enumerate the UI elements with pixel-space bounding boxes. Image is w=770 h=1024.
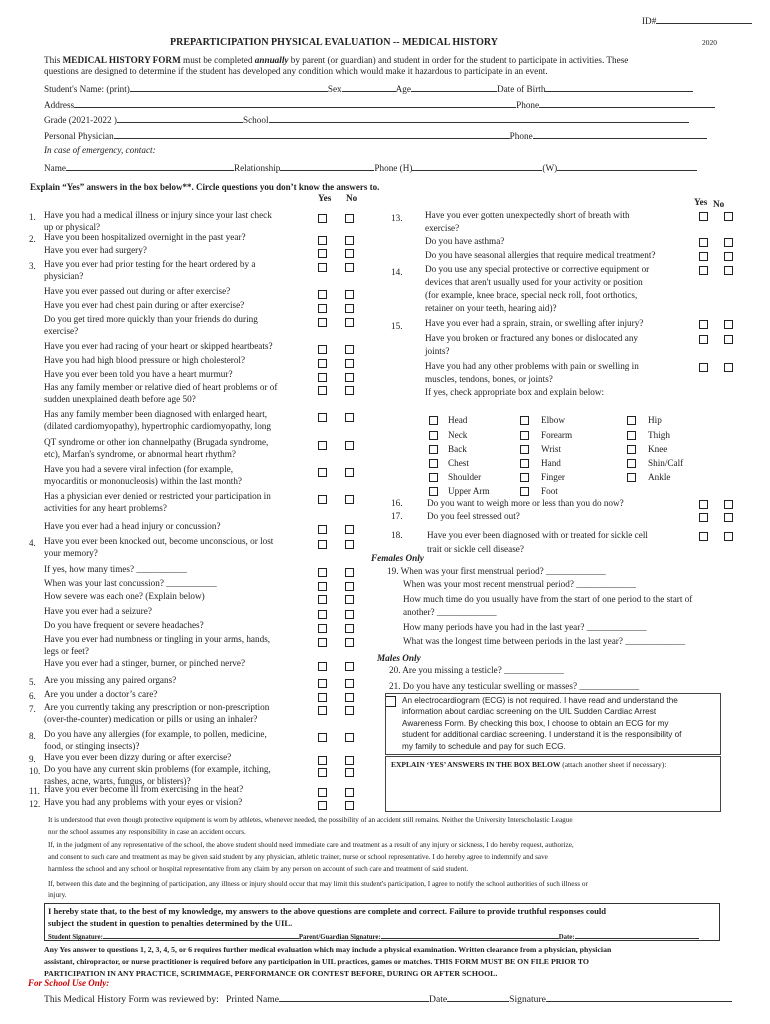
- question-text-line: devices that aren't usually used for your activity or position: [425, 277, 643, 287]
- question-text-line: exercise?: [44, 325, 79, 336]
- question-text-line: Do you have seasonal allergies that require medical treatment?: [425, 250, 656, 260]
- question-text-line: Have you ever had a sprain, strain, or swelling after injury?: [425, 318, 644, 328]
- no-checkbox[interactable]: [345, 495, 354, 504]
- yes-checkbox[interactable]: [699, 532, 708, 541]
- question-text-line: Has any family member or relative died of heart problems or of: [44, 382, 278, 392]
- no-checkbox[interactable]: [724, 532, 733, 541]
- question-text-line: Have you ever become ill from exercising in the heat?: [44, 784, 244, 794]
- question-text-line: food, or stinging insects)?: [44, 740, 140, 751]
- question-text-line: Have you ever had chest pain during or after exercise?: [44, 300, 245, 310]
- body-part-checkbox[interactable]: [520, 431, 529, 440]
- age-field[interactable]: [411, 82, 497, 92]
- question-text-line: Do you have any allergies (for example, to pollen, medicine,: [44, 729, 267, 739]
- body-part-label: Neck: [448, 430, 468, 440]
- body-part-checkbox[interactable]: [429, 416, 438, 425]
- no-checkbox[interactable]: [345, 801, 354, 810]
- legal-p2a: If, in the judgment of any representative of the school, the above student should need immediate care and treatment as a result of any injury or sickness, I do hereby request, authorize,: [48, 841, 574, 849]
- no-checkbox[interactable]: [345, 568, 354, 577]
- dob-field[interactable]: [545, 82, 693, 92]
- intro-line-2: questions are designed to determine if the student has developed any condition which would make it hazardous to participate in an event.: [44, 66, 548, 76]
- question-text-line: Have you ever had surgery?: [44, 245, 147, 255]
- question-text-line: Have you had any problems with your eyes or vision?: [44, 797, 243, 807]
- question-text-line: retainer on your teeth, hearing aid)?: [425, 303, 557, 313]
- yes-header-right: Yes: [694, 197, 708, 207]
- body-part-label: Wrist: [541, 444, 562, 454]
- females-l2: When was your most recent menstrual period? _____________: [403, 579, 636, 589]
- no-checkbox[interactable]: [345, 706, 354, 715]
- yes-checkbox[interactable]: [318, 756, 327, 765]
- legal-p2b: and consent to such care and treatment as may be given said student by any physician, athletic trainer, nurse or school representative. I do hereby agree to indemnify and save: [48, 853, 548, 861]
- no-checkbox[interactable]: [345, 236, 354, 245]
- no-checkbox[interactable]: [345, 733, 354, 742]
- no-checkbox[interactable]: [345, 788, 354, 797]
- yes-checkbox[interactable]: [318, 624, 327, 633]
- no-checkbox[interactable]: [345, 756, 354, 765]
- phone-field[interactable]: [539, 98, 715, 108]
- question-number: 16.: [391, 498, 403, 508]
- address-field[interactable]: [74, 98, 516, 108]
- question-number: 8.: [29, 731, 36, 741]
- question-number: 1.: [29, 212, 36, 222]
- yes-checkbox[interactable]: [318, 733, 327, 742]
- yes-checkbox[interactable]: [699, 266, 708, 275]
- form-year: 2020: [702, 38, 717, 47]
- body-part-checkbox[interactable]: [627, 445, 636, 454]
- question-number: 5.: [29, 677, 36, 687]
- ecg-text-line: An electrocardiogram (ECG) is not required. I have read and understand the: [402, 696, 678, 705]
- yes-checkbox[interactable]: [318, 263, 327, 272]
- statement-l2: subject the student in question to penalties determined by the UIL.: [48, 918, 293, 928]
- question-text-line: Have you ever had a stinger, burner, or pinched nerve?: [44, 658, 246, 668]
- question-text-line: myocarditis or mononucleosis) within the last month?: [44, 475, 243, 486]
- no-checkbox[interactable]: [345, 290, 354, 299]
- legal-p3a: If, between this date and the beginning of participation, any illness or injury should occur that may limit this student's participation, I agree to notify the school authorities of such illness or: [48, 880, 588, 888]
- question-text-line: trait or sickle cell disease?: [427, 544, 524, 554]
- question-text-line: Have you ever had a seizure?: [44, 606, 152, 616]
- body-part-checkbox[interactable]: [429, 487, 438, 496]
- question-text-line: legs or feet?: [44, 645, 89, 656]
- question-number: 10.: [29, 766, 41, 776]
- males-heading: Males Only: [377, 653, 421, 663]
- school-field[interactable]: [269, 113, 689, 123]
- yes-checkbox[interactable]: [318, 638, 327, 647]
- question-text-line: Are you missing any paired organs?: [44, 675, 177, 685]
- review-signature-field[interactable]: [546, 992, 732, 1002]
- yes-checkbox[interactable]: [318, 568, 327, 577]
- no-checkbox[interactable]: [345, 373, 354, 382]
- no-checkbox[interactable]: [345, 638, 354, 647]
- question-number: 11.: [29, 786, 40, 796]
- question-number: 17.: [391, 511, 403, 521]
- yes-checkbox[interactable]: [318, 413, 327, 422]
- body-part-checkbox[interactable]: [429, 473, 438, 482]
- no-checkbox[interactable]: [345, 468, 354, 477]
- form-title: PREPARTICIPATION PHYSICAL EVALUATION -- MEDICAL HISTORY: [170, 37, 498, 48]
- body-part-label: Knee: [648, 444, 668, 454]
- yes-checkbox[interactable]: [318, 679, 327, 688]
- yes-checkbox[interactable]: [318, 693, 327, 702]
- question-number: 3.: [29, 261, 36, 271]
- grade-field[interactable]: [117, 113, 243, 123]
- yes-checkbox[interactable]: [318, 595, 327, 604]
- yes-checkbox[interactable]: [318, 359, 327, 368]
- yes-checkbox[interactable]: [699, 335, 708, 344]
- yes-checkbox[interactable]: [318, 610, 327, 619]
- question-text-line: Have you ever been dizzy during or after exercise?: [44, 752, 232, 762]
- yes-checkbox[interactable]: [318, 706, 327, 715]
- explain-heading: Explain “Yes” answers in the box below**. Circle questions you don’t know the answers to.: [30, 182, 380, 192]
- yes-header-left: Yes: [318, 193, 332, 203]
- yes-checkbox[interactable]: [318, 582, 327, 591]
- no-checkbox[interactable]: [724, 335, 733, 344]
- body-part-label: Shin/Calf: [648, 458, 684, 468]
- yes-checkbox[interactable]: [318, 540, 327, 549]
- statement-l1: I hereby state that, to the best of my knowledge, my answers to the above questions are complete and correct. Failure to provide truthful responses could: [48, 906, 607, 916]
- no-checkbox[interactable]: [724, 252, 733, 261]
- legal-p3b: injury.: [48, 891, 67, 899]
- ecg-text-line: Awareness Form. By checking this box, I choose to obtain an ECG for my: [402, 718, 669, 728]
- reviewed-row: This Medical History Form was reviewed by: Printed Name Date Signature: [44, 992, 732, 1006]
- school-use-label: For School Use Only:: [28, 978, 110, 988]
- no-checkbox[interactable]: [345, 386, 354, 395]
- question-text-line: Has a physician ever denied or restricted your participation in: [44, 491, 271, 501]
- question-text-line: sudden unexplained death before age 50?: [44, 393, 196, 404]
- no-checkbox[interactable]: [345, 595, 354, 604]
- no-checkbox[interactable]: [724, 513, 733, 522]
- question-text-line: (over-the-counter) medication or pills or using an inhaler?: [44, 713, 258, 724]
- question-text-line: Do you get tired more quickly than your friends do during: [44, 314, 258, 324]
- females-l5: How many periods have you had in the last year? _____________: [403, 622, 647, 632]
- phone-h-field[interactable]: [412, 161, 542, 171]
- footer-l2: assistant, chiropractor, or nurse practitioner is required before any participation in UIL practices, games or matches. THIS FORM MUST BE ON FILE PRIOR TO: [44, 957, 589, 966]
- yes-checkbox[interactable]: [699, 212, 708, 221]
- question-text-line: Have you had any other problems with pain or swelling in: [425, 361, 639, 371]
- question-number: 15.: [391, 321, 403, 331]
- question-text-line: joints?: [425, 346, 450, 356]
- yes-checkbox[interactable]: [318, 304, 327, 313]
- body-part-checkbox[interactable]: [520, 459, 529, 468]
- body-part-checkbox[interactable]: [627, 431, 636, 440]
- body-part-label: Hip: [648, 415, 662, 425]
- question-number: 7.: [29, 704, 36, 714]
- question-text-line: etc), Marfan's syndrome, or abnormal heart rhythm?: [44, 448, 236, 459]
- question-number: 4.: [29, 538, 36, 548]
- question-number: 6.: [29, 691, 36, 701]
- question-text-line: activities for any heart problems?: [44, 502, 167, 513]
- question-text-line: Have you ever had prior testing for the heart ordered by a: [44, 259, 256, 269]
- body-part-label: Back: [448, 444, 467, 454]
- question-text-line: Do you have any current skin problems (for example, itching,: [44, 764, 271, 774]
- question-text-line: your memory?: [44, 547, 98, 558]
- no-checkbox[interactable]: [345, 768, 354, 777]
- yes-checkbox[interactable]: [318, 788, 327, 797]
- no-checkbox[interactable]: [724, 363, 733, 372]
- yes-checkbox[interactable]: [699, 238, 708, 247]
- question-number: 14.: [391, 267, 403, 277]
- printed-name-field[interactable]: [279, 992, 429, 1002]
- question-text-line: Have you had a severe viral infection (for example,: [44, 464, 234, 474]
- yes-checkbox[interactable]: [318, 236, 327, 245]
- no-header-right: No: [713, 199, 725, 209]
- body-part-checkbox[interactable]: [627, 473, 636, 482]
- body-part-label: Foot: [541, 486, 558, 496]
- body-part-checkbox[interactable]: [627, 459, 636, 468]
- sex-field[interactable]: [342, 82, 396, 92]
- question-text-line: Do you want to weigh more or less than you do now?: [427, 498, 624, 508]
- question-text-line: When was your last concussion? ___________: [44, 578, 217, 588]
- males-q20: 20. Are you missing a testicle? _____________: [389, 665, 564, 675]
- yes-checkbox[interactable]: [318, 662, 327, 671]
- emergency-row: Name Relationship Phone (H) (W): [44, 161, 697, 174]
- yes-checkbox[interactable]: [318, 768, 327, 777]
- yes-checkbox[interactable]: [318, 495, 327, 504]
- id-field[interactable]: [656, 14, 752, 24]
- ecg-text-line: information about cardiac screening on the UIL Sudden Cardiac Arrest: [402, 707, 657, 717]
- no-checkbox[interactable]: [345, 214, 354, 223]
- ecg-checkbox[interactable]: [385, 696, 396, 707]
- females-q19: 19. When was your first menstrual period? _____________: [387, 566, 606, 576]
- question-text-line: Are you under a doctor’s care?: [44, 689, 158, 699]
- body-part-checkbox[interactable]: [429, 459, 438, 468]
- body-part-checkbox[interactable]: [429, 431, 438, 440]
- no-checkbox[interactable]: [345, 413, 354, 422]
- no-checkbox[interactable]: [345, 318, 354, 327]
- no-checkbox[interactable]: [345, 582, 354, 591]
- body-part-label: Finger: [541, 472, 565, 482]
- explain-yes-label: EXPLAIN ‘YES’ ANSWERS IN THE BOX BELOW (attach another sheet if necessary):: [391, 760, 667, 769]
- question-text-line: Have you ever passed out during or after exercise?: [44, 286, 231, 296]
- body-part-checkbox[interactable]: [520, 416, 529, 425]
- body-part-label: Forearm: [541, 430, 573, 440]
- no-checkbox[interactable]: [345, 693, 354, 702]
- yes-checkbox[interactable]: [318, 345, 327, 354]
- body-part-checkbox[interactable]: [520, 445, 529, 454]
- legal-p2c: harmless the school and any school or hospital representative from any claim by any person on account of such care and treatment of said student.: [48, 865, 469, 873]
- question-text-line: Have you ever had a head injury or concussion?: [44, 521, 221, 531]
- yes-checkbox[interactable]: [318, 214, 327, 223]
- question-number: 2.: [29, 234, 36, 244]
- body-part-label: Upper Arm: [448, 486, 490, 496]
- question-text-line: Has any family member been diagnosed with enlarged heart,: [44, 409, 268, 419]
- yes-checkbox[interactable]: [699, 320, 708, 329]
- ecg-text-line: my family to schedule and pay for such ECG.: [402, 741, 566, 751]
- review-date-field[interactable]: [447, 992, 509, 1002]
- parent-signature-field[interactable]: [381, 931, 559, 939]
- legal-p1b: nor the school assumes any responsibility in case an accident occurs.: [48, 828, 246, 836]
- question-text-line: Do you have asthma?: [425, 236, 505, 246]
- body-part-label: Ankle: [648, 472, 671, 482]
- no-checkbox[interactable]: [345, 359, 354, 368]
- no-checkbox[interactable]: [724, 500, 733, 509]
- emergency-name-field[interactable]: [66, 161, 234, 171]
- student-info-row: Student's Name: (print) Sex Age Date of Birth: [44, 82, 693, 95]
- no-checkbox[interactable]: [345, 624, 354, 633]
- question-text-line: (dilated cardiomyopathy), hypertrophic cardiomyopathy, long: [44, 420, 271, 431]
- relationship-field[interactable]: [280, 161, 374, 171]
- yes-checkbox[interactable]: [318, 468, 327, 477]
- question-text-line: exercise?: [425, 223, 460, 233]
- no-checkbox[interactable]: [724, 266, 733, 275]
- females-l3: How much time do you usually have from the start of one period to the start of: [403, 594, 693, 604]
- intro-line-1: This MEDICAL HISTORY FORM must be completed annually by parent (or guardian) and student in order for the student to participate in activities. These: [44, 55, 629, 65]
- yes-checkbox[interactable]: [699, 500, 708, 509]
- phone-w-field[interactable]: [557, 161, 697, 171]
- footer-l1: Any Yes answer to questions 1, 2, 3, 4, 5, or 6 requires further medical evaluation which may include a physical examination. Written clearance from a physician, physician: [44, 945, 612, 954]
- females-heading: Females Only: [371, 553, 424, 563]
- question-text-line: How severe was each one? (Explain below): [44, 591, 205, 601]
- physician-row: Personal Physician Phone: [44, 129, 707, 142]
- body-part-checkbox[interactable]: [627, 416, 636, 425]
- yes-checkbox[interactable]: [318, 386, 327, 395]
- question-number: 13.: [391, 213, 403, 223]
- no-checkbox[interactable]: [345, 304, 354, 313]
- no-checkbox[interactable]: [345, 345, 354, 354]
- question-text-line: Have you broken or fractured any bones or dislocated any: [425, 333, 639, 343]
- id-label: ID#: [642, 14, 752, 27]
- question-text-line: Do you use any special protective or corrective equipment or: [425, 264, 650, 274]
- females-l4: another? _____________: [403, 607, 497, 617]
- question-text-line: Have you had high blood pressure or high cholesterol?: [44, 355, 246, 365]
- body-part-checkbox[interactable]: [520, 487, 529, 496]
- body-part-label: Shoulder: [448, 472, 482, 482]
- yes-checkbox[interactable]: [318, 373, 327, 382]
- body-part-label: Thigh: [648, 430, 670, 440]
- body-part-label: Chest: [448, 458, 469, 468]
- no-header-left: No: [346, 193, 358, 203]
- yes-checkbox[interactable]: [318, 801, 327, 810]
- question-text-line: If yes, how many times? ___________: [44, 564, 187, 574]
- body-part-checkbox[interactable]: [520, 473, 529, 482]
- males-q21: 21. Do you have any testicular swelling or masses? _____________: [389, 681, 640, 691]
- yes-checkbox[interactable]: [699, 513, 708, 522]
- student-name-field[interactable]: [130, 82, 328, 92]
- no-checkbox[interactable]: [345, 441, 354, 450]
- question-text-line: (for example, knee brace, special neck roll, foot orthotics,: [425, 290, 638, 300]
- student-signature-field[interactable]: [103, 931, 299, 939]
- yes-checkbox[interactable]: [318, 318, 327, 327]
- footer-l3: PARTICIPATION IN ANY PRACTICE, SCRIMMAGE, PERFORMANCE OR CONTEST BEFORE, DURING OR AFTER SCHOOL.: [44, 969, 498, 978]
- body-part-label: Elbow: [541, 415, 565, 425]
- question-text-line: Have you had a medical illness or injury since your last check: [44, 210, 272, 220]
- physician-field[interactable]: [114, 129, 510, 139]
- no-checkbox[interactable]: [724, 238, 733, 247]
- no-checkbox[interactable]: [345, 525, 354, 534]
- ecg-text-line: student for additional cardiac screening. I understand it is the responsibility of: [402, 730, 682, 740]
- question-number: 12.: [29, 799, 41, 809]
- question-number: 9.: [29, 754, 36, 764]
- emergency-label: In case of emergency, contact:: [44, 145, 156, 155]
- question-text-line: rashes, acne, warts, fungus, or blisters)?: [44, 775, 191, 786]
- females-l6: What was the longest time between periods in the last year? _____________: [403, 636, 685, 646]
- address-row: Address Phone: [44, 98, 715, 111]
- no-checkbox[interactable]: [345, 249, 354, 258]
- no-checkbox[interactable]: [724, 212, 733, 221]
- body-part-label: Hand: [541, 458, 561, 468]
- physician-phone-field[interactable]: [533, 129, 707, 139]
- statement-date-field[interactable]: [575, 931, 699, 939]
- body-part-label: Head: [448, 415, 468, 425]
- question-text-line: QT syndrome or other ion channelpathy (Brugada syndrome,: [44, 437, 269, 447]
- question-text-line: Have you ever had racing of your heart or skipped heartbeats?: [44, 341, 273, 351]
- yes-checkbox[interactable]: [699, 363, 708, 372]
- question-text-line: Have you been hospitalized overnight in the past year?: [44, 232, 246, 242]
- body-part-checkbox[interactable]: [429, 445, 438, 454]
- yes-checkbox[interactable]: [699, 252, 708, 261]
- question-text-line: Do you have frequent or severe headaches?: [44, 620, 204, 630]
- question-text-line: muscles, tendons, bones, or joints?: [425, 374, 553, 384]
- question-text-line: Are you currently taking any prescription or non-prescription: [44, 702, 270, 712]
- question-text-line: up or physical?: [44, 221, 101, 232]
- signature-row: Student Signature: Parent/Guardian Signature: Date:: [48, 931, 699, 942]
- grade-row: Grade (2021-2022 ) School: [44, 113, 689, 126]
- yes-checkbox[interactable]: [318, 525, 327, 534]
- yes-checkbox[interactable]: [318, 290, 327, 299]
- question-text-line: If yes, check appropriate box and explain below:: [425, 387, 605, 397]
- no-checkbox[interactable]: [724, 320, 733, 329]
- question-text-line: Have you ever been told you have a heart murmur?: [44, 369, 233, 379]
- no-checkbox[interactable]: [345, 540, 354, 549]
- question-text-line: Do you feel stressed out?: [427, 511, 520, 521]
- legal-p1a: It is understood that even though protective equipment is worn by athletes, whenever needed, the possibility of an accident still remains. Neither the University Interscholastic League: [48, 816, 573, 824]
- yes-checkbox[interactable]: [318, 249, 327, 258]
- question-text-line: Have you ever been diagnosed with or treated for sickle cell: [427, 530, 648, 540]
- no-checkbox[interactable]: [345, 662, 354, 671]
- question-text-line: Have you ever gotten unexpectedly short of breath with: [425, 210, 630, 220]
- yes-checkbox[interactable]: [318, 441, 327, 450]
- question-text-line: Have you ever been knocked out, become unconscious, or lost: [44, 536, 274, 546]
- no-checkbox[interactable]: [345, 610, 354, 619]
- question-text-line: Have you ever had numbness or tingling in your arms, hands,: [44, 634, 271, 644]
- question-number: 18.: [391, 530, 403, 540]
- no-checkbox[interactable]: [345, 263, 354, 272]
- no-checkbox[interactable]: [345, 679, 354, 688]
- question-text-line: physician?: [44, 270, 84, 281]
